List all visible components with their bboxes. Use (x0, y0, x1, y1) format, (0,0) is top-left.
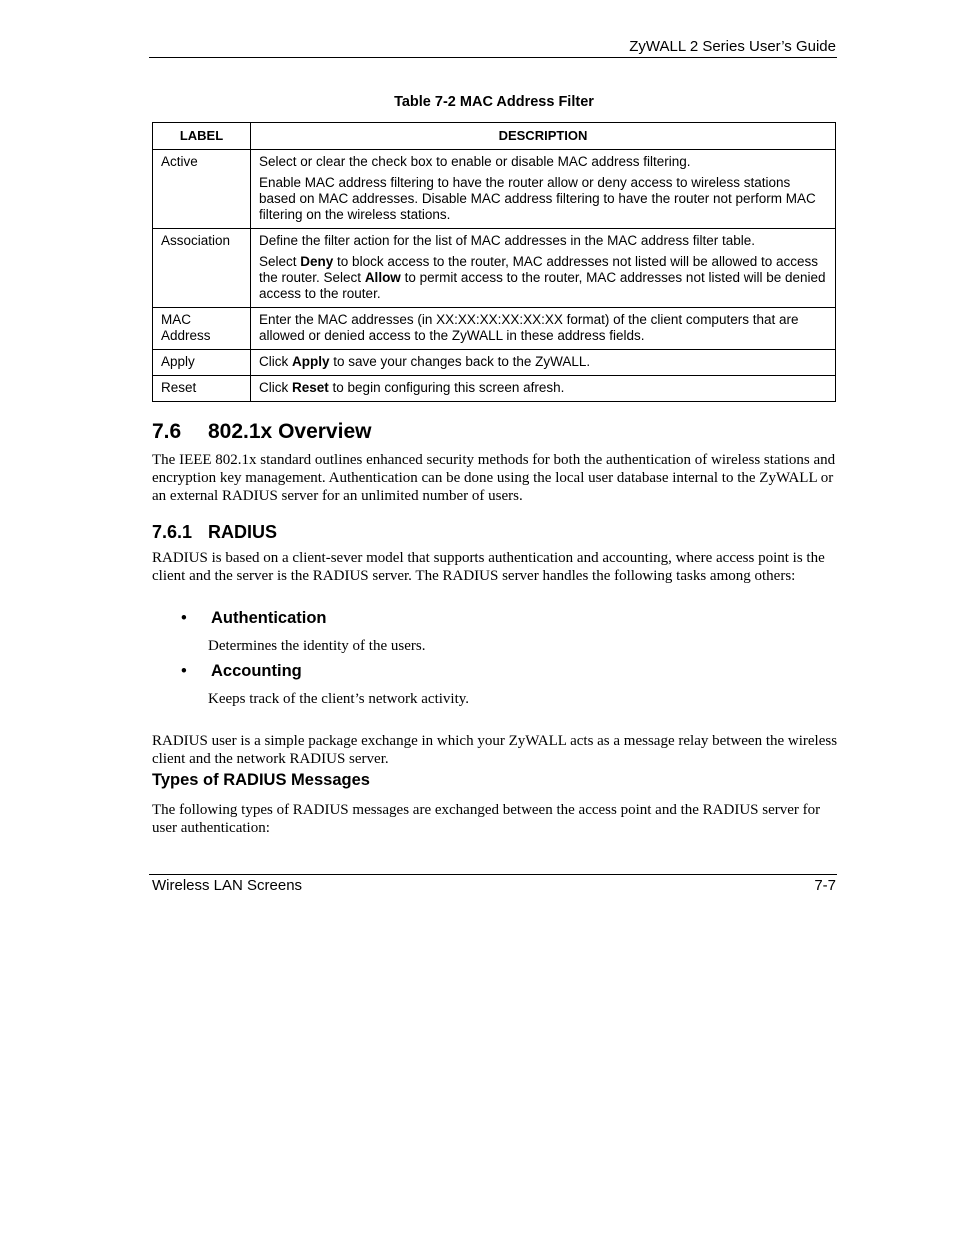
subsection-intro: RADIUS is based on a client-sever model that supports authentication and accounting, where access point is the client and the server is the RADIUS server. The RADIUS server handles the following tasks among others: (152, 550, 825, 584)
section-intro: The IEEE 802.1x standard outlines enhanced security methods for both the authentication of wireless stations and encryption key management. Authentication can be done using the local user database internal to the ZyWALL or an external RADIUS server for an unlimited number of users. (152, 452, 836, 504)
table-row-reset (153, 376, 836, 402)
active-desc-p1: Select or clear the check box to enable or disable MAC address filtering. (259, 154, 691, 169)
table-row-mac-address (153, 308, 836, 350)
bullet-icon: • (181, 609, 187, 627)
bullet-accounting: • Accounting (181, 662, 302, 680)
row-description-association (251, 229, 836, 308)
bullet-authentication: • Authentication (181, 609, 327, 627)
table-row-active (153, 150, 836, 229)
table-caption: Table 7-2 MAC Address Filter (394, 94, 594, 110)
column-header-description: DESCRIPTION (251, 123, 836, 150)
row-label-association: Association (153, 229, 251, 308)
mac-address-filter-table (152, 122, 836, 402)
row-description-mac-address (251, 308, 836, 350)
row-description-active (251, 150, 836, 229)
types-paragraph: The following types of RADIUS messages are exchanged between the access point and the RADIUS server for user authentication: (152, 802, 821, 836)
row-description-apply: Click Apply to save your changes back to the ZyWALL. (251, 350, 836, 376)
subsection-heading: 7.6.1 RADIUS (152, 522, 278, 542)
association-desc-p2: Select Deny to block access to the router, MAC addresses not listed will be allowed to access the router. Select Allow to permit access to the router, MAC addresses not listed will be denied access to the router. (259, 254, 826, 301)
table-row-apply (153, 350, 836, 376)
header-divider (149, 57, 837, 58)
relay-paragraph: RADIUS user is a simple package exchange in which your ZyWALL acts as a message relay between the wireless client and the network RADIUS server. (152, 733, 838, 767)
table-header-row (153, 123, 836, 150)
row-label-reset: Reset (153, 376, 251, 402)
row-description-reset: Click Reset to begin configuring this screen afresh. (251, 376, 836, 402)
active-desc-p2: Enable MAC address filtering to have the router allow or deny access to wireless stations based on MAC addresses. Disable MAC address filtering to have the router not perform MAC filtering on the wireless stations. (259, 175, 816, 222)
section-heading: 7.6 802.1x Overview (152, 420, 372, 443)
running-header-title: ZyWALL 2 Series User’s Guide (629, 38, 836, 55)
footer-divider (149, 874, 837, 875)
row-label-apply: Apply (153, 350, 251, 376)
column-header-label: LABEL (153, 123, 251, 150)
table-row-association (153, 229, 836, 308)
mac-desc-p1: Enter the MAC addresses (in XX:XX:XX:XX:XX:XX format) of the client computers that are allowed or denied access to the ZyWALL in these address fields. (259, 312, 799, 343)
association-desc-p1: Define the filter action for the list of MAC addresses in the MAC address filter table. (259, 233, 755, 248)
types-heading: Types of RADIUS Messages (152, 771, 370, 789)
row-label-active: Active (153, 150, 251, 229)
footer-page-number: 7-7 (814, 877, 836, 894)
footer-chapter: Wireless LAN Screens (152, 877, 303, 894)
bullet-authentication-desc: Determines the identity of the users. (208, 638, 426, 654)
bullet-icon: • (181, 662, 187, 680)
row-label-mac-address: MAC Address (153, 308, 251, 350)
bullet-accounting-desc: Keeps track of the client’s network activity. (208, 691, 470, 707)
